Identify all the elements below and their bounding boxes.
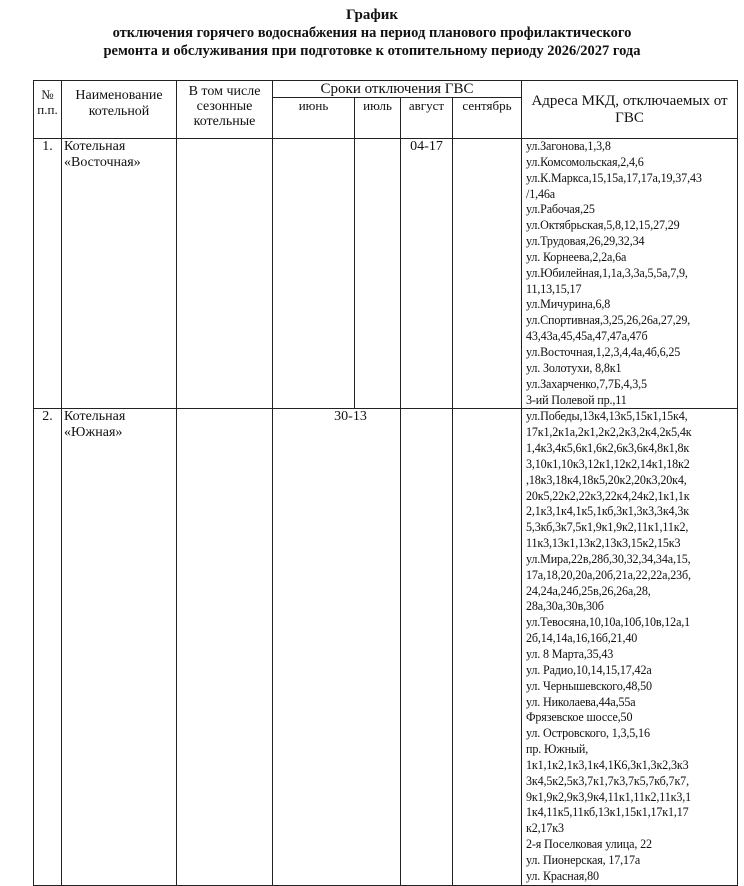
address-line: ул. Радио,10,14,15,17,42а <box>526 662 652 677</box>
september-cell <box>453 409 522 885</box>
seasonal-cell <box>177 409 273 885</box>
address-line: ул.Октябрьская,5,8,12,15,27,29 <box>526 218 680 233</box>
july-cell <box>355 139 401 409</box>
title-line-3: ремонта и обслуживания при подготовке к отопительному периоду 2026/2027 года <box>103 43 641 59</box>
address-line: ул.Победы,13к4,13к5,15к1,15к4, <box>526 409 688 424</box>
row-num: 2. <box>34 409 62 885</box>
address-line: пр. Южный, <box>526 742 589 757</box>
address-line: 1к1,1к2,1к3,1к4,1К6,3к1,3к2,3к3 <box>526 757 689 772</box>
table-row <box>34 409 738 885</box>
address-line: ул. 8 Марта,35,43 <box>526 647 614 661</box>
address-line: ул. Чернышевского,48,50 <box>526 678 652 693</box>
header-july: июль <box>355 98 401 139</box>
august-cell <box>401 409 453 885</box>
address-line: 28а,30а,30в,30б <box>526 599 604 614</box>
document-title <box>0 6 744 60</box>
header-seasonal: В том числе сезонные котельные <box>177 81 273 139</box>
address-line: ул.Захарченко,7,7Б,4,3,5 <box>526 376 647 391</box>
june-july-cell: 30-13 <box>273 409 401 885</box>
address-line: ул.К.Маркса,15,15а,17,17а,19,37,43 <box>526 170 702 185</box>
address-list <box>522 409 738 885</box>
address-line: ул.Мира,22в,28б,30,32,34,34а,15, <box>526 551 691 566</box>
address-line: 9к1,9к2,9к3,9к4,11к1,11к2,11к3,1 <box>526 789 691 804</box>
september-cell <box>453 139 522 409</box>
address-line: 3-ий Полевой пр.,11 <box>526 392 627 407</box>
address-line: 2,1к3,1к4,1к5,1кб,3к1,3к3,3к4,3к <box>526 504 689 519</box>
address-line: ул.Восточная,1,2,3,4,4а,4б,6,25 <box>526 344 681 359</box>
header-periods: Сроки отключения ГВС <box>273 81 522 98</box>
address-line: ул.Тевосяна,10,10а,10б,10в,12а,1 <box>526 615 691 630</box>
address-line: Фрязевское шоссе,50 <box>526 710 633 725</box>
seasonal-cell <box>177 139 273 409</box>
address-line: 11к3,13к1,13к2,13к3,15к2,15к3 <box>526 536 681 551</box>
header-addresses: Адреса МКД, отключаемых от ГВС <box>522 81 738 139</box>
address-line: ул. Золотухи, 8,8к1 <box>526 360 622 375</box>
address-line: ул.Трудовая,26,29,32,34 <box>526 234 645 249</box>
address-line: 17к1,2к1а,2к1,2к2,2к3,2к4,2к5,4к <box>526 425 692 440</box>
title-line-2: отключения горячего водоснабжения на период планового профилактического <box>112 25 632 41</box>
header-name: Наименование котельной <box>62 81 177 139</box>
header-august: август <box>401 98 453 139</box>
address-line: 2б,14,14а,16,16б,21,40 <box>526 631 638 646</box>
june-cell <box>273 139 355 409</box>
title-line-1: График <box>345 7 399 23</box>
header-num: № п.п. <box>34 81 62 139</box>
address-line: 17а,18,20,20а,20б,21а,22,22а,23б, <box>526 567 691 582</box>
address-line: ул. Корнеева,2,2а,6а <box>526 249 627 264</box>
address-line: 20к5,22к2,22к3,22к4,24к2,1к1,1к <box>526 488 690 503</box>
august-cell: 04-17 <box>401 139 453 409</box>
address-line: ул.Рабочая,25 <box>526 202 595 217</box>
header-june: июнь <box>273 98 355 139</box>
address-line: 5,3кб,3к7,5к1,9к1,9к2,11к1,11к2, <box>526 520 689 535</box>
address-line: ул.Мичурина,6,8 <box>526 297 611 312</box>
header-september: сентябрь <box>453 98 522 139</box>
address-line: ул. Красная,80 <box>526 868 599 883</box>
address-line: ул. Николаева,44а,55а <box>526 694 636 709</box>
address-line: 2-я Поселковая улица, 22 <box>526 837 652 852</box>
address-line: ул.Юбилейная,1,1а,3,3а,5,5а,7,9, <box>526 265 688 280</box>
address-line: 1,4к3,4к5,6к1,6к2,6к3,6к4,8к1,8к <box>526 441 690 456</box>
row-num: 1. <box>34 139 62 409</box>
address-line: к2,17к3 <box>526 821 564 836</box>
address-line: ,18к3,18к4,18к5,20к2,20к3,20к4, <box>526 472 687 487</box>
address-line: 1к4,11к5,11кб,13к1,15к1,17к1,17 <box>526 805 689 820</box>
address-line: ул. Пионерская, 17,17а <box>526 852 641 867</box>
schedule-table <box>33 80 738 886</box>
address-line: ул. Островского, 1,3,5,16 <box>526 726 650 741</box>
boiler-name: Котельная «Восточная» <box>62 139 177 409</box>
address-line: /1,46а <box>526 186 555 201</box>
boiler-name: Котельная «Южная» <box>62 409 177 885</box>
address-line: 3к4,5к2,5к3,7к1,7к3,7к5,7кб,7к7, <box>526 773 689 788</box>
address-line: ул.Комсомольская,2,4,6 <box>526 154 644 169</box>
address-line: 24,24а,24б,25в,26,26а,28, <box>526 583 651 598</box>
address-line: 3,10к1,10к3,12к1,12к2,14к1,18к2 <box>526 456 690 471</box>
address-line: ул.Загонова,1,3,8 <box>526 139 611 153</box>
address-line: 43,43а,45,45а,47,47а,47б <box>526 329 648 344</box>
address-list <box>522 139 738 409</box>
address-line: 11,13,15,17 <box>526 281 582 296</box>
address-line: ул.Спортивная,3,25,26,26а,27,29, <box>526 313 691 328</box>
table-row <box>34 139 738 409</box>
